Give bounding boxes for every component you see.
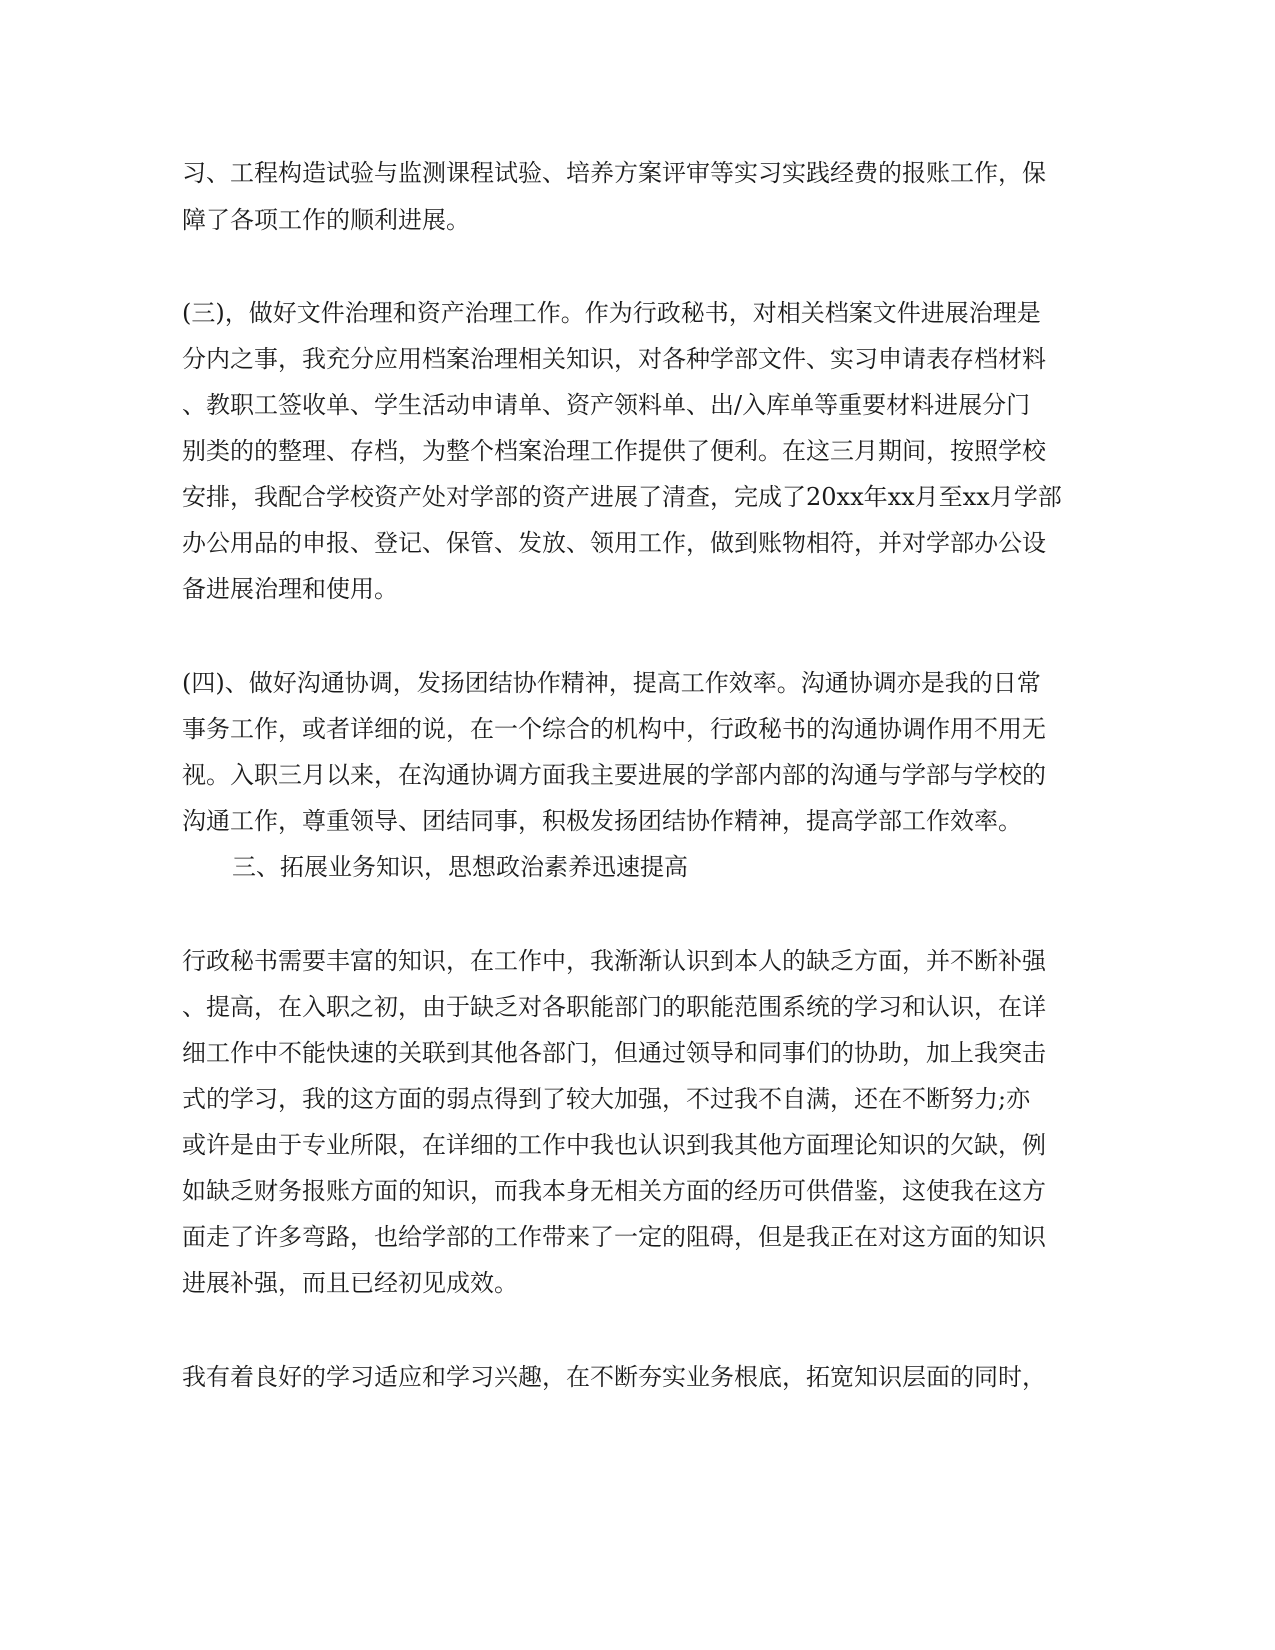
- paragraph-line: 我有着良好的学习适应和学习兴趣，在不断夯实业务根底，拓宽知识层面的同时，: [182, 1363, 1046, 1391]
- paragraph-line: 办公用品的申报、登记、保管、发放、领用工作，做到账物相符，并对学部办公设: [182, 529, 1046, 557]
- paragraph-line: 视。入职三月以来，在沟通协调方面我主要进展的学部内部的沟通与学部与学校的: [182, 761, 1046, 789]
- paragraph-line: 进展补强，而且已经初见成效。: [182, 1269, 518, 1297]
- paragraph-line: 分内之事，我充分应用档案治理相关知识，对各种学部文件、实习申请表存档材料: [182, 345, 1046, 373]
- paragraph-line: 行政秘书需要丰富的知识，在工作中，我渐渐认识到本人的缺乏方面，并不断补强: [182, 947, 1046, 975]
- paragraph-line: 或许是由于专业所限，在详细的工作中我也认识到我其他方面理论知识的欠缺，例: [182, 1131, 1046, 1159]
- section-heading: 三、拓展业务知识，思想政治素养迅速提高: [232, 853, 688, 881]
- paragraph-line: 安排，我配合学校资产处对学部的资产进展了清查，完成了20xx年xx月至xx月学部: [182, 483, 1062, 511]
- paragraph-line: 沟通工作，尊重领导、团结同事，积极发扬团结协作精神，提高学部工作效率。: [182, 807, 1022, 835]
- paragraph-line: 如缺乏财务报账方面的知识，而我本身无相关方面的经历可供借鉴，这使我在这方: [182, 1177, 1046, 1205]
- paragraph-line: 式的学习，我的这方面的弱点得到了较大加强，不过我不自满，还在不断努力;亦: [182, 1085, 1031, 1113]
- paragraph-line: 别类的的整理、存档，为整个档案治理工作提供了便利。在这三月期间，按照学校: [182, 437, 1046, 465]
- paragraph-line: (四)、做好沟通协调，发扬团结协作精神，提高工作效率。沟通协调亦是我的日常: [182, 669, 1041, 697]
- paragraph-line: 面走了许多弯路，也给学部的工作带来了一定的阻碍，但是我正在对这方面的知识: [182, 1223, 1046, 1251]
- paragraph-line: 障了各项工作的顺利进展。: [182, 206, 470, 234]
- paragraph-line: 习、工程构造试验与监测课程试验、培养方案评审等实习实践经费的报账工作，保: [182, 159, 1046, 187]
- paragraph-line: (三)，做好文件治理和资产治理工作。作为行政秘书，对相关档案文件进展治理是: [182, 299, 1041, 327]
- paragraph-line: 细工作中不能快速的关联到其他各部门，但通过领导和同事们的协助，加上我突击: [182, 1039, 1046, 1067]
- paragraph-line: 、提高，在入职之初，由于缺乏对各职能部门的职能范围系统的学习和认识，在详: [182, 993, 1046, 1021]
- paragraph-line: 、教职工签收单、学生活动申请单、资产领料单、出/入库单等重要材料进展分门: [182, 391, 1031, 419]
- paragraph-line: 备进展治理和使用。: [182, 575, 398, 603]
- paragraph-line: 事务工作，或者详细的说，在一个综合的机构中，行政秘书的沟通协调作用不用无: [182, 715, 1046, 743]
